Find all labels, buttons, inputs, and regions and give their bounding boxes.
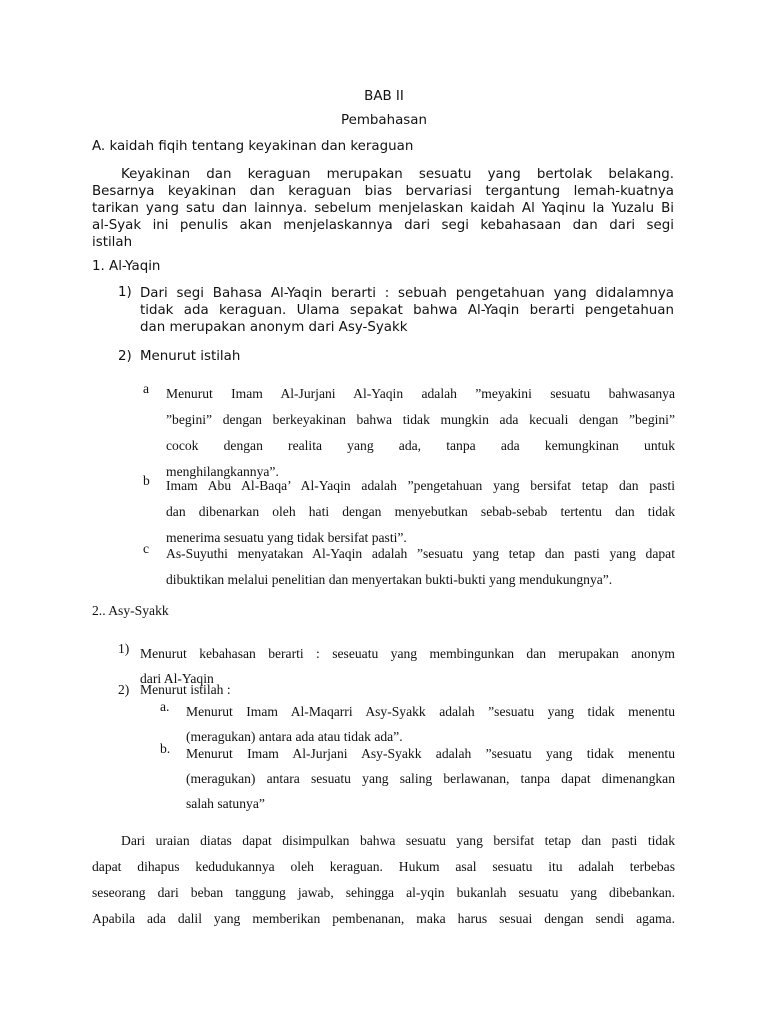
- al-yaqin-heading: 1. Al-Yaqin: [92, 259, 161, 274]
- section-a-heading: A. kaidah fiqih tentang keyakinan dan keraguan: [92, 139, 414, 154]
- asy-syakk-heading: 2.. Asy-Syakk: [92, 603, 169, 618]
- sub-letter: b: [143, 473, 150, 488]
- asy-syakk-item2-label: Menurut istilah :: [140, 682, 231, 697]
- text-line: cocok dengan realita yang ada, tanpa ada kemungkinan untuk: [166, 438, 675, 453]
- chapter-title: Pembahasan: [341, 113, 427, 128]
- text-line: tidak ada keraguan. Ulama sepakat bahwa Al-Yaqin berarti pengetahuan: [140, 303, 674, 318]
- text-line: Dari uraian diatas dapat disimpulkan bahwa sesuatu yang bersifat tetap dan pasti tidak: [121, 833, 675, 848]
- section-a-intro: [92, 166, 674, 251]
- al-yaqin-item2-label: Menurut istilah: [140, 349, 241, 364]
- intro-line: tarikan yang satu dan lainnya. sebelum menjelaskan kaidah Al Yaqinu la Yuzalu Bi: [92, 201, 674, 216]
- text-line: Dari segi Bahasa Al-Yaqin berarti : sebuah pengetahuan yang didalamnya: [140, 286, 674, 301]
- text-line: dan merupakan anonym dari Asy-Syakk: [140, 320, 408, 335]
- text-line: dibuktikan melalui penelitian dan menyertakan bukti-bukti yang mendukungnya”.: [166, 572, 613, 587]
- text-line: Menurut kebahasan berarti : seseuatu yang membingunkan dan merupakan anonym: [140, 646, 675, 661]
- text-line: dan dibenarkan oleh hati dengan menyebutkan sebab-sebab tertentu dan tidak: [166, 504, 675, 519]
- text-line: menerima sesuatu yang tidak bersifat pasti”.: [166, 530, 407, 545]
- asy-syakk-item2-number: 2): [118, 682, 130, 697]
- intro-line: Keyakinan dan keraguan merupakan sesuatu yang bertolak belakang.: [121, 167, 674, 182]
- al-yaqin-item1-number: 1): [118, 285, 132, 300]
- text-line: (meragukan) antara ada atau tidak ada”.: [186, 729, 403, 744]
- sub-letter: b.: [160, 741, 171, 756]
- intro-line: al-Syak ini penulis akan menjelaskannya dari segi kebahasaan dan dari segi: [92, 218, 674, 233]
- text-line: ”begini” dengan berkeyakinan bahwa tidak mungkin ada kecuali dengan ”begini”: [166, 412, 675, 427]
- sub-letter: a: [143, 381, 150, 396]
- text-line: As-Suyuthi menyatakan Al-Yaqin adalah ”sesuatu yang tetap dan pasti yang dapat: [166, 546, 675, 561]
- yaqin-term-a: [166, 381, 675, 485]
- text-line: salah satunya”: [186, 796, 265, 811]
- sub-letter: c: [143, 541, 150, 556]
- sub-letter: a.: [160, 699, 170, 714]
- yaqin-term-c: [166, 541, 675, 593]
- yaqin-term-b: [166, 473, 675, 551]
- text-line: menghilangkannya”.: [166, 464, 279, 479]
- chapter-number: BAB II: [364, 89, 404, 104]
- text-line: Imam Abu Al-Baqa’ Al-Yaqin adalah ”pengetahuan yang bersifat tetap dan pasti: [166, 478, 675, 493]
- text-line: Menurut Imam Al-Maqarri Asy-Syakk adalah ”sesuatu yang tidak menentu: [186, 704, 675, 719]
- text-line: Apabila ada dalil yang memberikan pembenanan, maka harus sesuai dengan sendi agama.: [92, 911, 675, 926]
- al-yaqin-item1-text: [140, 285, 674, 336]
- al-yaqin-item2-number: 2): [118, 349, 132, 364]
- text-line: seseorang dari beban tanggung jawab, sehingga al-yqin bukanlah sesuatu yang dibebankan.: [92, 885, 675, 900]
- intro-line: Besarnya keyakinan dan keraguan bias bervariasi tergantung lemah-kuatnya: [92, 184, 674, 199]
- conclusion-paragraph: [92, 828, 675, 932]
- text-line: (meragukan) antara sesuatu yang saling berlawanan, tanpa dapat dimenangkan: [186, 771, 675, 786]
- syakk-term-b: [186, 741, 675, 816]
- text-line: dapat dihapus kedudukannya oleh keraguan. Hukum asal sesuatu itu adalah terbebas: [92, 859, 675, 874]
- intro-line: istilah: [92, 235, 133, 250]
- text-line: Menurut Imam Al-Jurjani Asy-Syakk adalah ”sesuatu yang tidak menentu: [186, 746, 675, 761]
- asy-syakk-item1-number: 1): [118, 641, 130, 656]
- text-line: Menurut Imam Al-Jurjani Al-Yaqin adalah ”meyakini sesuatu bahwasanya: [166, 386, 675, 401]
- text-line: dari Al-Yaqin: [140, 671, 214, 686]
